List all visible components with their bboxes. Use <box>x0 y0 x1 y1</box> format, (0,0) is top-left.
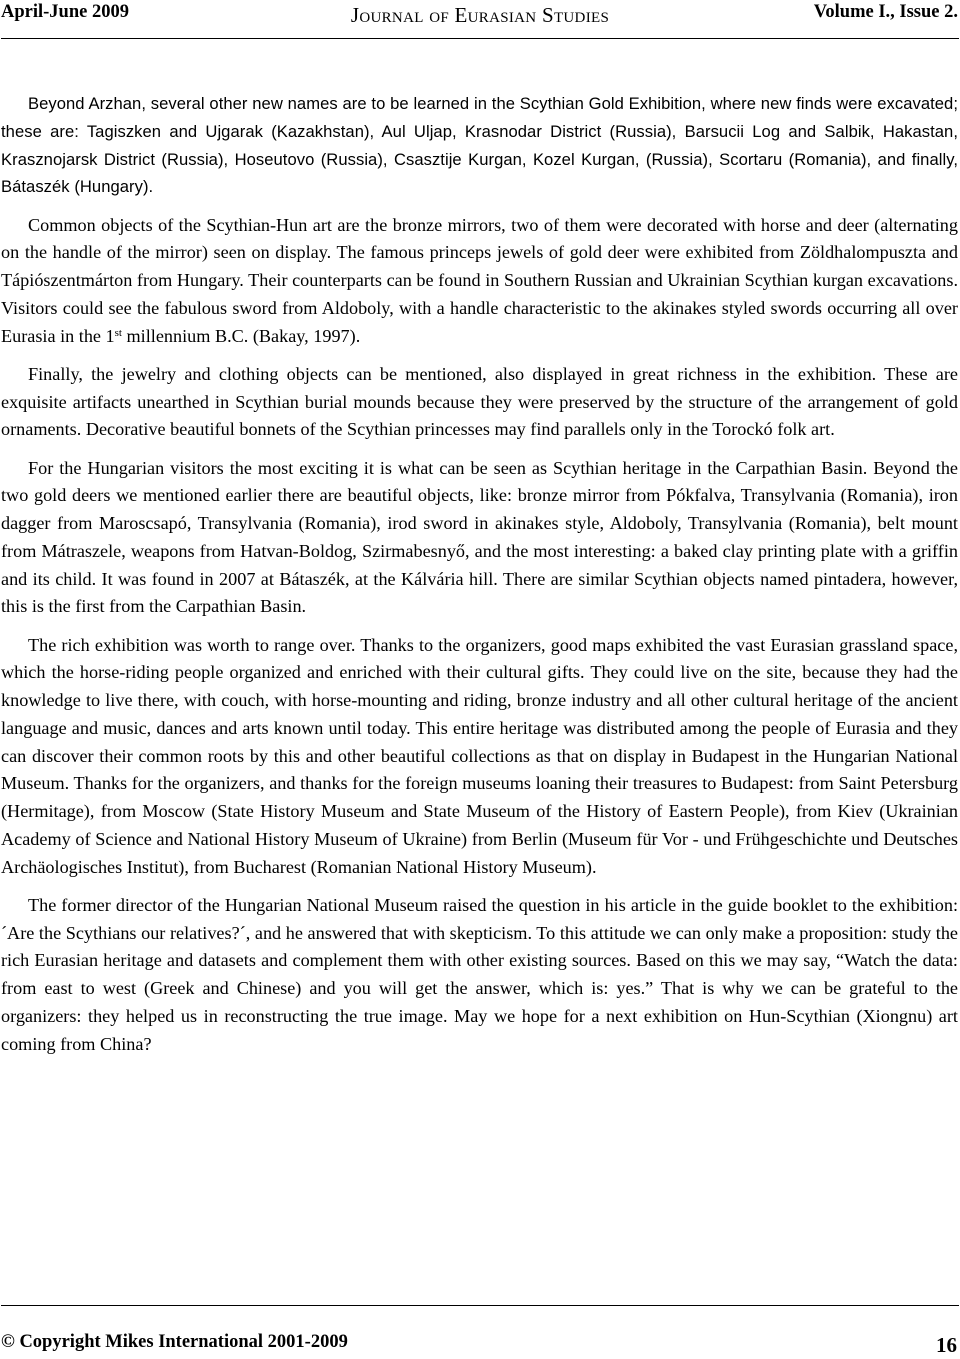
article-body <box>1 90 958 1058</box>
paragraph-2-text-end: millennium B.C. (Bakay, 1997). <box>121 325 361 346</box>
ordinal-suffix: st <box>114 326 122 339</box>
footer-rule <box>1 1305 959 1306</box>
paragraph-6: The former director of the Hungarian National Museum raised the question in his article in the guide booklet to the exhibition: ´Are the Scythians our relatives?´, and he answered that with skepticism. To this attitude we can only make a proposition: study the rich Eurasian heritage and datasets and complement them with other existing sources. Based on this we may say, “Watch the data: from east to west (Greek and Chinese) and you will get the answer, which is: yes.” That is why we can be grateful to the organizers: they helped us in reconstructing the true image. May we hope for a next exhibition on Hun-Scythian (Xiongnu) art coming from China? <box>1 894 958 1054</box>
paragraph-2-text: Common objects of the Scythian-Hun art are the bronze mirrors, two of them were decorated with horse and deer (alternating on the handle of the mirror) seen on display. The famous princeps jewels of gold deer were exhibited from Zöldhalompuszta and Tápiószentmárton from Hungary. Their counterparts can be found in Southern Russian and Ukrainian Scythian kurgan excavations. Visitors could see the fabulous sword from Aldoboly, with a handle characteristic to the akinakes styled swords occurring all over Eurasia in the 1 <box>1 214 958 346</box>
journal-title: Journal of Eurasian Studies <box>350 3 610 27</box>
issue-date: April-June 2009 <box>1 2 129 22</box>
paragraph-5: The rich exhibition was worth to range over. Thanks to the organizers, good maps exhibited the vast Eurasian grassland space, which the horse-riding people organized and enriched with their cultural gifts. They could live on the site, because they had the knowledge to live there, with couch, with horse-mounting and riding, bronze industry and all other cultural heritage of the ancient language and music, dances and arts known until today. This entire heritage was distributed among the people of Eurasia and they can discover their common roots by this and other beautiful collections as that on display in Budapest in the Hungarian National Museum. Thanks for the organizers, and thanks for the foreign museums loaning their treasures to Budapest: from Saint Petersburg (Hermitage), from Moscow (State History Museum and State Museum of the History of Eastern People), from Kiev (Ukrainian Academy of Science and National History Museum of Ukraine) from Berlin (Museum für Vor - und Frühgeschichte und Deutsches Archäologisches Institut), from Bucharest (Romanian National History Museum). <box>1 634 958 877</box>
copyright-notice: © Copyright Mikes International 2001-2009 <box>1 1332 348 1352</box>
volume-issue: Volume I., Issue 2. <box>813 2 958 22</box>
paragraph-2 <box>1 212 958 351</box>
page-number: 16 <box>936 1333 957 1357</box>
page-header <box>0 0 960 40</box>
paragraph-4: For the Hungarian visitors the most exciting it is what can be seen as Scythian heritage in the Carpathian Basin. Beyond the two gold deers we mentioned earlier there are beautiful objects, like: bronze mirror from Pókfalva, Transylvania (Romania), iron dagger from Maroscsapó, Transylvania (Romania), irod sword in akinakes style, Aldoboly, Transylvania (Romania), belt mount from Mátraszele, weapons from Hatvan-Boldog, Szirmabesnyő, and the most interesting: a baked clay printing plate with a griffin and its child. It was found in 2007 at Bátaszék, at the Kálvária hill. There are similar Scythian objects named pintadera, however, this is the first from the Carpathian Basin. <box>1 457 958 617</box>
paragraph-3: Finally, the jewelry and clothing objects can be mentioned, also displayed in great richness in the exhibition. These are exquisite artifacts unearthed in Scythian burial mounds because they were preserved by the structure of the arrangement of gold ornaments. Decorative beautiful bonnets of the Scythian princesses may find parallels only in the Torockó folk art. <box>1 363 958 440</box>
paragraph-1: Beyond Arzhan, several other new names are to be learned in the Scythian Gold Exhibition, where new finds were excavated; these are: Tagiszken and Ujgarak (Kazakhstan), Aul Uljap, Krasnodar District (Russia), Barsucii Log and Salbik, Hakastan, Krasznojarsk District (Russia), Hoseutovo (Russia), Csasztije Kurgan, Kozel Kurgan, (Russia), Scortaru (Romania), and finally, Bátaszék (Hungary). <box>1 94 958 197</box>
header-rule <box>1 38 959 39</box>
